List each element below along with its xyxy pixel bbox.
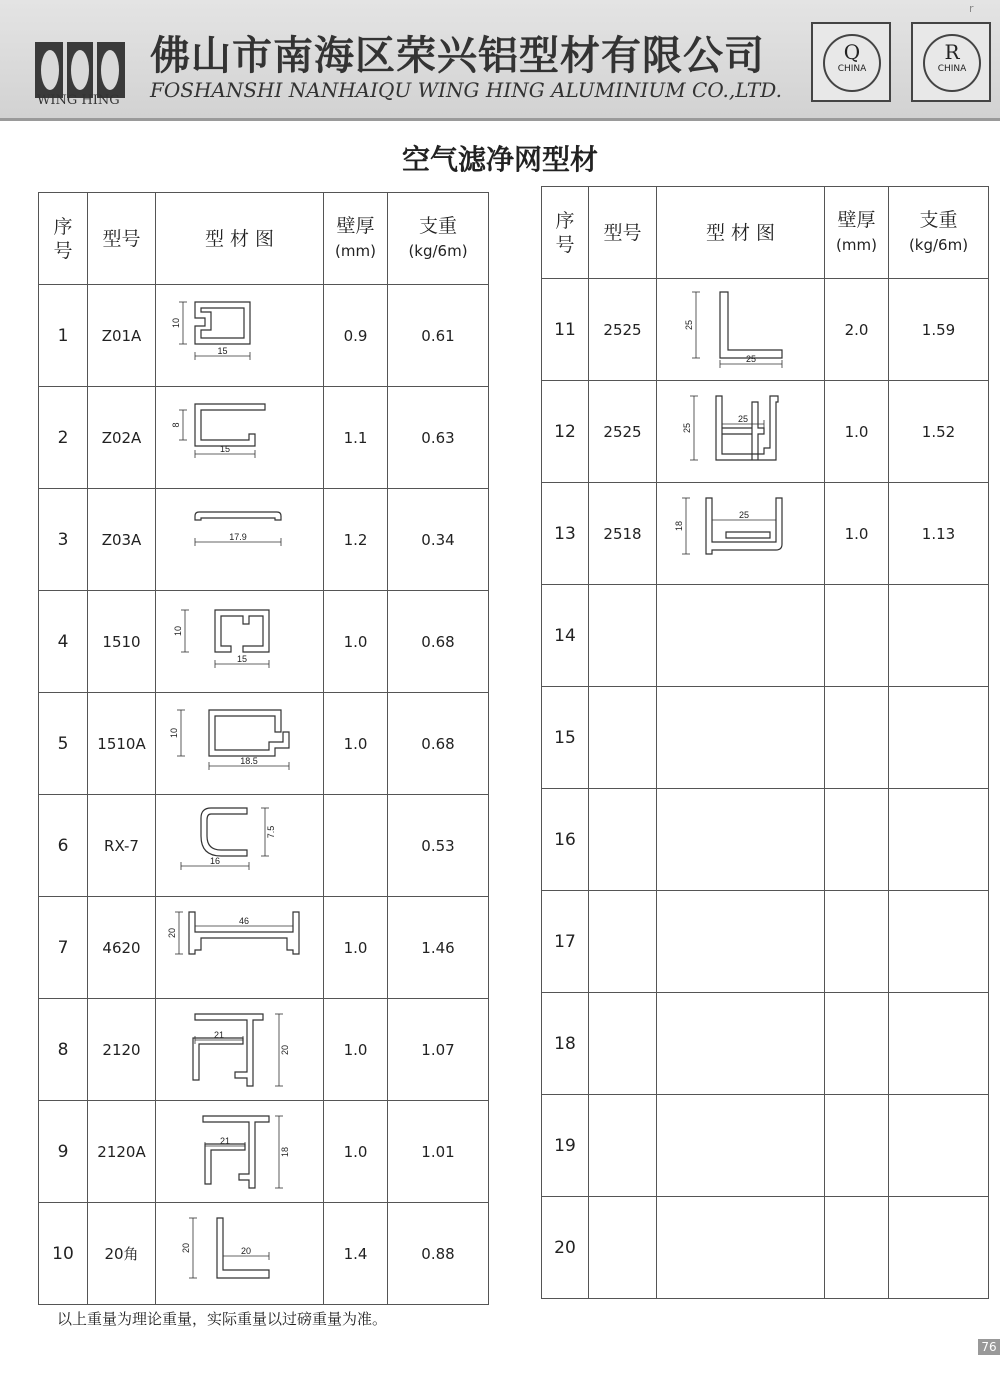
row-model bbox=[589, 789, 657, 891]
dimension-label: 25 bbox=[737, 413, 748, 424]
row-number: 4 bbox=[39, 591, 88, 693]
dimension-label: 17.9 bbox=[228, 531, 247, 542]
dimension-label: 8 bbox=[170, 421, 181, 428]
row-thickness: 1.0 bbox=[324, 591, 388, 693]
table-row bbox=[542, 1197, 989, 1299]
row-weight bbox=[889, 1095, 989, 1197]
profile-figure-p20 bbox=[165, 1212, 315, 1296]
profile-figure-p4620 bbox=[165, 906, 315, 990]
row-weight bbox=[889, 993, 989, 1095]
row-thickness: 2.0 bbox=[825, 279, 889, 381]
table-row bbox=[542, 585, 989, 687]
row-figure bbox=[657, 789, 825, 891]
row-thickness: 1.2 bbox=[324, 489, 388, 591]
row-number: 6 bbox=[39, 795, 88, 897]
table-row bbox=[39, 693, 489, 795]
row-number: 2 bbox=[39, 387, 88, 489]
row-model: Z02A bbox=[88, 387, 156, 489]
table-row bbox=[542, 483, 989, 585]
row-number: 17 bbox=[542, 891, 589, 993]
row-figure bbox=[657, 1197, 825, 1299]
row-thickness bbox=[825, 1095, 889, 1197]
row-number: 1 bbox=[39, 285, 88, 387]
row-thickness bbox=[825, 789, 889, 891]
dimension-label: 15 bbox=[236, 653, 247, 664]
row-model: 4620 bbox=[88, 897, 156, 999]
q-china-badge: Q CHINA bbox=[811, 22, 891, 102]
row-thickness: 1.0 bbox=[324, 693, 388, 795]
dimension-label: 46 bbox=[238, 915, 249, 926]
row-thickness bbox=[825, 585, 889, 687]
row-figure bbox=[657, 279, 825, 381]
corner-mark: r bbox=[969, 2, 974, 15]
page-header bbox=[0, 0, 1000, 121]
row-thickness: 1.0 bbox=[324, 1101, 388, 1203]
row-weight: 1.13 bbox=[889, 483, 989, 585]
row-model: 2120A bbox=[88, 1101, 156, 1203]
row-number: 14 bbox=[542, 585, 589, 687]
row-weight bbox=[889, 1197, 989, 1299]
col-model-header: 型号 bbox=[88, 193, 156, 285]
row-thickness bbox=[825, 993, 889, 1095]
row-model: 2518 bbox=[589, 483, 657, 585]
row-weight: 0.34 bbox=[388, 489, 489, 591]
row-figure bbox=[156, 1101, 324, 1203]
row-model bbox=[589, 993, 657, 1095]
row-weight: 0.68 bbox=[388, 591, 489, 693]
profile-figure-z01a bbox=[165, 294, 315, 378]
dimension-label: 25 bbox=[683, 319, 694, 330]
table-row bbox=[39, 591, 489, 693]
profile-table-right bbox=[541, 186, 989, 1299]
page-number: 76 bbox=[978, 1339, 1000, 1355]
dimension-label: 25 bbox=[738, 509, 749, 520]
row-weight bbox=[889, 789, 989, 891]
row-thickness bbox=[825, 687, 889, 789]
table-row bbox=[542, 993, 989, 1095]
dimension-label: 7.5 bbox=[265, 825, 276, 838]
row-model: RX-7 bbox=[88, 795, 156, 897]
row-model: Z01A bbox=[88, 285, 156, 387]
col-model-header: 型号 bbox=[589, 187, 657, 279]
row-weight: 1.46 bbox=[388, 897, 489, 999]
row-number: 10 bbox=[39, 1203, 88, 1305]
row-model: 1510 bbox=[88, 591, 156, 693]
table-row bbox=[542, 687, 989, 789]
row-thickness: 1.0 bbox=[324, 999, 388, 1101]
row-weight bbox=[889, 891, 989, 993]
col-thickness-header: 壁厚 (mm) bbox=[324, 193, 388, 285]
col-no-header: 序 号 bbox=[542, 187, 589, 279]
row-weight bbox=[889, 687, 989, 789]
profile-figure-p2525 bbox=[666, 288, 816, 372]
row-weight: 0.63 bbox=[388, 387, 489, 489]
row-weight: 0.61 bbox=[388, 285, 489, 387]
row-model bbox=[589, 687, 657, 789]
dimension-label: 10 bbox=[168, 727, 179, 738]
profile-figure-p1510 bbox=[165, 600, 315, 684]
profile-figure-p2525b bbox=[666, 390, 816, 474]
dimension-label: 10 bbox=[170, 317, 181, 328]
row-model bbox=[589, 585, 657, 687]
table-row bbox=[39, 1101, 489, 1203]
row-weight: 0.68 bbox=[388, 693, 489, 795]
row-thickness bbox=[825, 891, 889, 993]
row-number: 15 bbox=[542, 687, 589, 789]
row-number: 12 bbox=[542, 381, 589, 483]
dimension-label: 10 bbox=[172, 625, 183, 636]
profile-figure-p2120a bbox=[165, 1110, 315, 1194]
col-no-header: 序 号 bbox=[39, 193, 88, 285]
row-thickness bbox=[324, 795, 388, 897]
table-row bbox=[542, 891, 989, 993]
col-weight-header: 支重 (kg/6m) bbox=[889, 187, 989, 279]
row-number: 3 bbox=[39, 489, 88, 591]
table-header-row bbox=[542, 187, 989, 279]
row-figure bbox=[156, 999, 324, 1101]
table-row bbox=[542, 789, 989, 891]
row-weight: 1.59 bbox=[889, 279, 989, 381]
row-number: 11 bbox=[542, 279, 589, 381]
r-china-badge: R CHINA bbox=[911, 22, 991, 102]
row-figure bbox=[657, 381, 825, 483]
table-row bbox=[542, 381, 989, 483]
table-row bbox=[39, 795, 489, 897]
table-row bbox=[39, 489, 489, 591]
col-figure-header: 型 材 图 bbox=[156, 193, 324, 285]
row-figure bbox=[156, 897, 324, 999]
row-figure bbox=[156, 795, 324, 897]
profile-table-left bbox=[38, 192, 489, 1305]
row-number: 9 bbox=[39, 1101, 88, 1203]
row-thickness: 1.1 bbox=[324, 387, 388, 489]
row-figure bbox=[156, 591, 324, 693]
company-name-en: FOSHANSHI NANHAIQU WING HING ALUMINIUM CO.,LTD. bbox=[150, 78, 782, 102]
col-thickness-header: 壁厚 (mm) bbox=[825, 187, 889, 279]
dimension-label: 21 bbox=[219, 1135, 230, 1146]
profile-figure-p2518 bbox=[666, 492, 816, 576]
dimension-label: 18.5 bbox=[239, 755, 258, 766]
table-row bbox=[39, 387, 489, 489]
table-row bbox=[39, 1203, 489, 1305]
dimension-label: 18 bbox=[673, 520, 684, 531]
row-number: 18 bbox=[542, 993, 589, 1095]
row-figure bbox=[657, 1095, 825, 1197]
row-thickness: 1.4 bbox=[324, 1203, 388, 1305]
table-header-row bbox=[39, 193, 489, 285]
dimension-label: 20 bbox=[240, 1245, 251, 1256]
table-row bbox=[39, 285, 489, 387]
row-figure bbox=[657, 585, 825, 687]
profile-figure-z02a bbox=[165, 396, 315, 480]
row-number: 20 bbox=[542, 1197, 589, 1299]
col-weight-header: 支重 (kg/6m) bbox=[388, 193, 489, 285]
profile-figure-z03a bbox=[165, 498, 315, 582]
row-figure bbox=[156, 693, 324, 795]
row-thickness: 1.0 bbox=[825, 381, 889, 483]
row-weight: 0.88 bbox=[388, 1203, 489, 1305]
row-number: 16 bbox=[542, 789, 589, 891]
logo-text: WING HING bbox=[37, 93, 120, 108]
row-model bbox=[589, 891, 657, 993]
row-number: 13 bbox=[542, 483, 589, 585]
row-figure bbox=[657, 687, 825, 789]
row-model: 2525 bbox=[589, 381, 657, 483]
row-number: 19 bbox=[542, 1095, 589, 1197]
profile-figure-p2120 bbox=[165, 1008, 315, 1092]
row-weight: 1.52 bbox=[889, 381, 989, 483]
row-model: Z03A bbox=[88, 489, 156, 591]
profile-figure-rx7 bbox=[165, 804, 315, 888]
row-figure bbox=[657, 891, 825, 993]
row-model: 2525 bbox=[589, 279, 657, 381]
table-row bbox=[39, 999, 489, 1101]
row-thickness: 1.0 bbox=[825, 483, 889, 585]
row-thickness: 0.9 bbox=[324, 285, 388, 387]
row-model bbox=[589, 1197, 657, 1299]
dimension-label: 18 bbox=[279, 1146, 290, 1157]
row-model: 2120 bbox=[88, 999, 156, 1101]
dimension-label: 16 bbox=[209, 855, 220, 866]
row-model: 1510A bbox=[88, 693, 156, 795]
row-model: 20角 bbox=[88, 1203, 156, 1305]
row-weight: 1.01 bbox=[388, 1101, 489, 1203]
row-number: 8 bbox=[39, 999, 88, 1101]
row-figure bbox=[657, 993, 825, 1095]
row-model bbox=[589, 1095, 657, 1197]
dimension-label: 20 bbox=[180, 1242, 191, 1253]
row-figure bbox=[156, 489, 324, 591]
row-number: 7 bbox=[39, 897, 88, 999]
row-figure bbox=[156, 1203, 324, 1305]
dimension-label: 25 bbox=[745, 353, 756, 364]
row-weight bbox=[889, 585, 989, 687]
row-thickness bbox=[825, 1197, 889, 1299]
company-name-cn: 佛山市南海区荣兴铝型材有限公司 bbox=[150, 32, 765, 79]
table-row bbox=[39, 897, 489, 999]
footnote: 以上重量为理论重量，实际重量以过磅重量为准。 bbox=[57, 1310, 388, 1328]
dimension-label: 20 bbox=[279, 1044, 290, 1055]
dimension-label: 15 bbox=[216, 345, 228, 356]
row-thickness: 1.0 bbox=[324, 897, 388, 999]
row-figure bbox=[657, 483, 825, 585]
table-row bbox=[542, 1095, 989, 1197]
dimension-label: 25 bbox=[681, 422, 692, 433]
row-weight: 0.53 bbox=[388, 795, 489, 897]
page-title: 空气滤净网型材 bbox=[401, 143, 598, 176]
dimension-label: 15 bbox=[219, 443, 230, 454]
row-figure bbox=[156, 387, 324, 489]
profile-figure-p1510a bbox=[165, 702, 315, 786]
col-figure-header: 型 材 图 bbox=[657, 187, 825, 279]
table-row bbox=[542, 279, 989, 381]
row-number: 5 bbox=[39, 693, 88, 795]
row-figure bbox=[156, 285, 324, 387]
row-weight: 1.07 bbox=[388, 999, 489, 1101]
dimension-label: 21 bbox=[213, 1029, 224, 1040]
dimension-label: 20 bbox=[166, 927, 177, 938]
